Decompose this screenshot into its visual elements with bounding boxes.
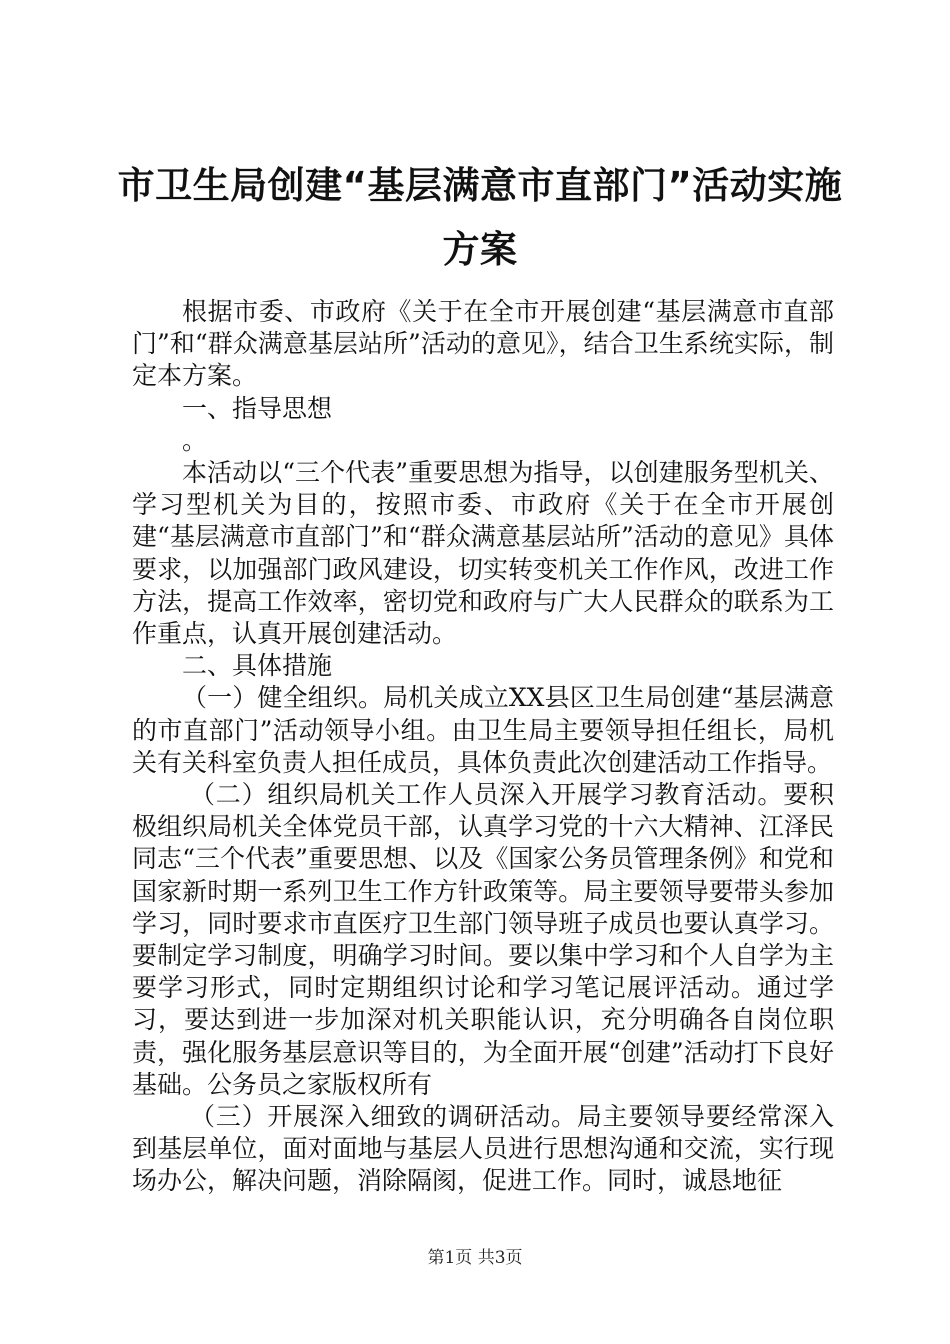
paragraph-guiding-thought: 本活动以“三个代表”重要思想为指导，以创建服务型机关、学习型机关为目的，按照市委、市政府《关于在全市开展创建“基层满意市直部门”和“群众满意基层站所”活动的意见》具体要求，以加强部门政风建设，切实转变机关工作作风，改进工作方法，提高工作效率，密切党和政府与广大人民群众的联系为工作重点，认真开展创建活动。 [132, 458, 834, 649]
paragraph-measure-1: （一）健全组织。局机关成立XX县区卫生局创建“基层满意的市直部门”活动领导小组。由卫生局主要领导担任组长，局机关有关科室负责人担任成员，具体负责此次创建活动工作指导。 [132, 683, 834, 777]
section-heading-measures: 二、具体措施 [182, 651, 333, 681]
paragraph-measure-3: （三）开展深入细致的调研活动。局主要领导要经常深入到基层单位，面对面地与基层人员进行思想沟通和交流，实行现场办公，解决问题，消除隔阂，促进工作。同时，诚恳地征 [132, 1102, 834, 1196]
document-title: 市卫生局创建“基层满意市直部门”活动实施方案 [117, 164, 843, 271]
section-heading-guiding-thought: 一、指导思想 [182, 393, 333, 423]
paragraph-intro: 根据市委、市政府《关于在全市开展创建“基层满意市直部门”和“群众满意基层站所”活动的意见》，结合卫生系统实际，制定本方案。 [132, 297, 834, 391]
paragraph-measure-2: （二）组织局机关工作人员深入开展学习教育活动。要积极组织局机关全体党员干部，认真学习党的十六大精神、江泽民同志“三个代表”重要思想、以及《国家公务员管理条例》和党和国家新时期一系列卫生工作方针政策等。局主要领导要带头参加学习，同时要求市直医疗卫生部门领导班子成员也要认真学习。要制定学习制度，明确学习时间。要以集中学习和个人自学为主要学习形式，同时定期组织讨论和学习笔记展评活动。通过学习，要达到进一步加深对机关职能认识，充分明确各自岗位职责，强化服务基层意识等目的，为全面开展“创建”活动打下良好基础。公务员之家版权所有 [132, 780, 834, 1099]
document-body [132, 296, 834, 1198]
paragraph-period: 。 [182, 425, 208, 455]
page-footer: 第1页 共3页 [427, 1248, 523, 1268]
